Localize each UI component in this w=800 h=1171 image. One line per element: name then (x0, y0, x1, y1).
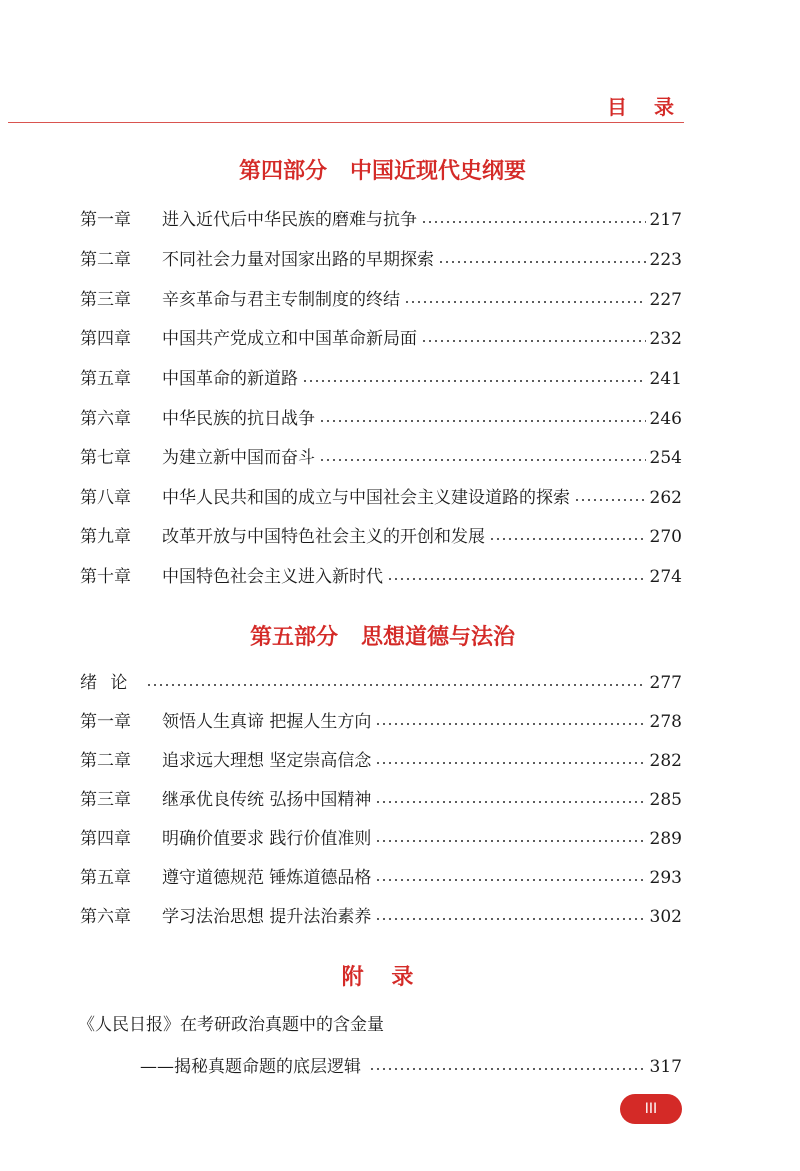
header-title: 目 录 (607, 95, 684, 119)
chapter-title: 追求远大理想 坚定崇高信念 (162, 751, 372, 771)
chapter-number: 第二章 (80, 751, 131, 771)
chapter-number: 绪 论 (80, 673, 132, 693)
chapter-number: 第六章 (80, 907, 131, 927)
dot-leader (302, 378, 646, 384)
page-number: 293 (649, 868, 682, 888)
page-number: 262 (649, 488, 682, 508)
chapter-title: 继承优良传统 弘扬中国精神 (162, 790, 372, 810)
page-number: 282 (649, 751, 682, 771)
dot-leader (387, 576, 646, 582)
dot-leader (369, 1066, 646, 1072)
chapter-number: 第六章 (80, 409, 131, 429)
toc-row[interactable] (80, 322, 682, 352)
page-number: 223 (649, 250, 682, 270)
dot-leader (375, 799, 645, 805)
chapter-number: 第三章 (80, 290, 131, 310)
chapter-title: 遵守道德规范 锤炼道德品格 (162, 868, 372, 888)
dot-leader (375, 877, 645, 883)
chapter-number: 第五章 (80, 369, 131, 389)
page-number-badge: III (620, 1094, 682, 1124)
dot-leader (438, 259, 646, 265)
chapter-title: 改革开放与中国特色社会主义的开创和发展 (162, 527, 485, 547)
page-number: 274 (649, 567, 682, 587)
toc-row[interactable] (80, 520, 682, 550)
page-number: 317 (649, 1057, 682, 1077)
dot-leader (404, 299, 646, 305)
chapter-title: 明确价值要求 践行价值准则 (162, 829, 372, 849)
dot-leader (375, 916, 645, 922)
chapter-number: 第五章 (80, 868, 131, 888)
chapter-title: 学习法治思想 提升法治素养 (162, 907, 372, 927)
dot-leader (421, 219, 646, 225)
chapter-title: 进入近代后中华民族的磨难与抗争 (162, 210, 417, 230)
dot-leader (421, 338, 646, 344)
toc-row[interactable] (80, 283, 682, 313)
page-number: 270 (649, 527, 682, 547)
dot-leader (574, 497, 646, 503)
appendix-title: 附 录 (341, 965, 424, 990)
header-divider (8, 122, 684, 123)
dot-leader (375, 721, 645, 727)
toc-row[interactable] (80, 900, 682, 930)
page-number: 232 (649, 329, 682, 349)
toc-row[interactable] (80, 362, 682, 392)
chapter-number: 第四章 (80, 329, 131, 349)
toc-row[interactable] (80, 243, 682, 273)
chapter-title: 辛亥革命与君主专制制度的终结 (162, 290, 400, 310)
dot-leader (375, 838, 645, 844)
toc-row[interactable] (80, 744, 682, 774)
toc-row[interactable] (80, 861, 682, 891)
toc-row[interactable] (80, 441, 682, 471)
chapter-title: 不同社会力量对国家出路的早期探索 (162, 250, 434, 270)
toc-row[interactable] (80, 705, 682, 735)
toc-row[interactable] (80, 560, 682, 590)
page-number: 302 (649, 907, 682, 927)
dot-leader (319, 457, 646, 463)
dot-leader (146, 682, 646, 688)
page-number: 227 (649, 290, 682, 310)
chapter-number: 第二章 (80, 250, 131, 270)
page-number: 246 (649, 409, 682, 429)
part5-title: 第五部分 思想道德与法治 (250, 625, 515, 650)
chapter-number: 第七章 (80, 448, 131, 468)
page-number: 289 (649, 829, 682, 849)
page-number: 278 (649, 712, 682, 732)
toc-row[interactable] (80, 402, 682, 432)
page-number: 285 (649, 790, 682, 810)
chapter-number: 第四章 (80, 829, 131, 849)
appendix-entry-subtitle: ——揭秘真题命题的底层逻辑 (140, 1057, 361, 1077)
chapter-title: 为建立新中国而奋斗 (162, 448, 315, 468)
toc-row[interactable] (80, 666, 682, 696)
chapter-number: 第三章 (80, 790, 131, 810)
page-number: 254 (649, 448, 682, 468)
dot-leader (375, 760, 645, 766)
chapter-title: 中国共产党成立和中国革命新局面 (162, 329, 417, 349)
chapter-number: 第一章 (80, 210, 131, 230)
chapter-number: 第八章 (80, 488, 131, 508)
chapter-title: 中华民族的抗日战争 (162, 409, 315, 429)
page-number: 217 (649, 210, 682, 230)
toc-row[interactable] (80, 203, 682, 233)
page-number: 277 (649, 673, 682, 693)
dot-leader (489, 536, 646, 542)
page-number: 241 (649, 369, 682, 389)
chapter-title: 中国革命的新道路 (162, 369, 298, 389)
dot-leader (319, 418, 646, 424)
chapter-number: 第十章 (80, 567, 131, 587)
toc-row[interactable] (80, 783, 682, 813)
appendix-entry-title[interactable]: 《人民日报》在考研政治真题中的含金量 (78, 1015, 384, 1035)
chapter-title: 领悟人生真谛 把握人生方向 (162, 712, 372, 732)
chapter-title: 中国特色社会主义进入新时代 (162, 567, 383, 587)
toc-row[interactable] (80, 822, 682, 852)
chapter-number: 第九章 (80, 527, 131, 547)
toc-row[interactable] (140, 1050, 682, 1080)
chapter-number: 第一章 (80, 712, 131, 732)
chapter-title: 中华人民共和国的成立与中国社会主义建设道路的探索 (162, 488, 570, 508)
toc-row[interactable] (80, 481, 682, 511)
part4-title: 第四部分 中国近现代史纲要 (239, 159, 526, 184)
